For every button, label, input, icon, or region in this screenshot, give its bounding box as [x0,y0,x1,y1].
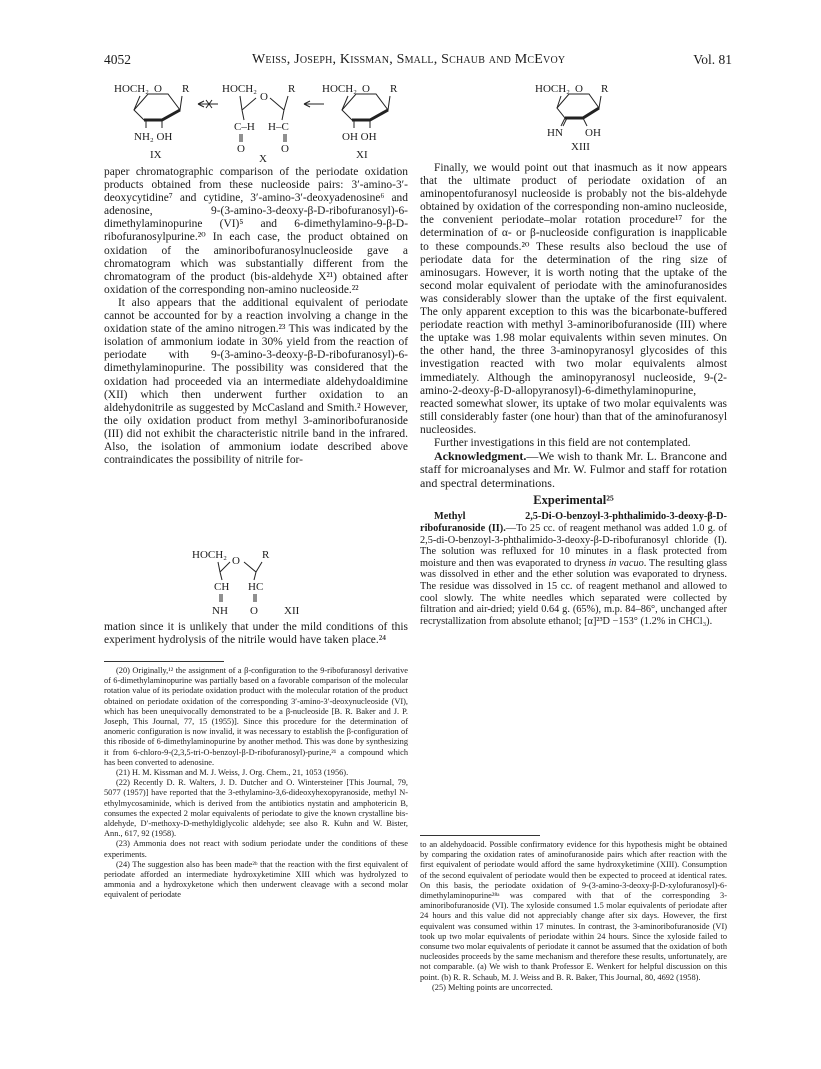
xiii-hoch2: HOCH₂ [535,83,571,95]
xii-hc: HC [248,581,264,593]
experimental-paragraph [420,511,727,627]
ix-label: IX [150,149,162,161]
running-authors: Weiss, Joseph, Kissman, Small, Schaub and McEvoy [252,52,566,67]
acknowledgment-heading: Acknowledgment. [434,449,527,464]
x-aldehyde-right: H–C [268,121,289,133]
structure-xii [188,546,338,618]
page-number: 4052 [104,52,131,67]
xi-label: XI [356,149,368,161]
experimental-compound-heading: Methyl 2,5-Di-O-benzoyl-3-phthalimido-3-deoxy-β-D-ribofuranoside (II). [420,511,727,534]
ix-substituents: NH₂ OH [134,131,173,143]
structure-x [222,83,296,165]
acknowledgment [420,450,727,490]
volume-number: Vol. 81 [693,52,732,67]
ix-hoch2: HOCH₂ [114,83,150,95]
footnotes-right [420,840,727,993]
experimental-text-2: . The resulting glass was dissolved in ether and the ether solution was evaporated to dryness. The residue was dissolved in 15 cc. of reagent methanol and allowed to cool slowly. The white needles which separated were collected by filtration and air-dried; yield 0.64 g. (65%), m.p. 84–86°, unchanged after recrystallization from absolute ethanol; [α]²³D −153° (1.2% in CHCl₃). [420,557,728,627]
xii-r: R [262,549,270,561]
xii-hoch2: HOCH₂ [192,549,228,561]
xii-o: O [250,605,258,617]
footnote-20: (20) Originally,¹² the assignment of a β-configuration to the 9-ribofuranosyl derivative of 6-dimethylaminopurine was partially based on a favorable comparison of the molecular rotation value of its periodate oxidation product with the molecular rotation of the product obtained on periodate oxidation of the corresponding 3′-amino-3′-deoxynucleoside (VI), which has been unequivocally demonstrated to be a β-nucleoside [B. R. Baker and J. P. Joseph, This Journal, 77, 15 (1955)]. Since this procedure for the determination of anomeric configuration is now invalid, it was necessary to establish the β-configuration of this riboside of 6-dimethylaminopurine by another method. This was done by synthesizing it from 6-chloro-9-(2,3,5-tri-O-benzoyl-β-D-ribofuranosyl)-purine,²¹ a compound which has been converted to adenosine. [104,666,408,767]
footnotes-left [104,666,408,901]
experimental-heading: Experimental²⁵ [533,493,614,508]
x-r: R [288,83,296,95]
xiii-ring-o: O [575,83,583,95]
footnote-23: (23) Ammonia does not react with sodium periodate under the conditions of these experiments. [104,839,408,859]
footnote-22: (22) Recently D. R. Walters, J. D. Dutcher and O. Wintersteiner [This Journal, 79, 5077 (1957)] have reported that the 3-ethylamino-3,6-dideoxyhexopyranoside, methyl N-ethylmycosaminide, which is derived from the antibiotics nystatin and amphotericin B, consumes the expected 2 molar equivalents of periodate to give the known crystalline bis-aldehyde, D′-methoxy-D-methyldiglycolic aldehyde; see also R. Kuhn and W. Bister, Ann., 617, 92 (1958). [104,778,408,839]
left-column-continuation [104,621,408,647]
xi-hoch2: HOCH₂ [322,83,358,95]
right-paragraph-1: Finally, we would point out that inasmuch as it now appears that the ultimate product of periodate oxidation of an aminopentofuranosyl nucleoside is probably not the bis-aldehyde obtained by oxidation of the corresponding non-amino nucleoside, the convenient periodate–molar rotation procedure¹⁷ for the determination of α- or β-nucleoside configuration is inapplicable to these compounds.²⁰ These results also becloud the use of periodate data for the determination of the ring size of aminosugars. However, it is worth noting that the uptake of the second molar equivalent of periodate with the aminofuranosides was considerably slower than the uptake of the first equivalent. The only apparent exception to this was the bicarbonate-buffered periodate reaction with methyl 3-aminoribofuranoside (III) where the uptake was 1.98 molar equivalents within seven minutes. On the other hand, the three 3-aminopyranosyl glycosides of this investigation reacted with two molar equivalents almost immediately. Although the aminopyranosyl nucleoside, 9-(2-amino-2-deoxy-β-D-allopyranosyl)-6-dimethylaminopurine, reacted somewhat slower, its uptake of two molar equivalents was still considerably faster (one hour) than that of the aminofuranosyl nucleosides. [420,162,727,436]
structure-xi [322,83,398,161]
footnote-21: (21) H. M. Kissman and M. J. Weiss, J. Org. Chem., 21, 1053 (1956). [116,768,349,778]
right-paragraph-2: Further investigations in this field are not contemplated. [434,436,691,449]
x-o-right: O [281,143,289,155]
x-ring-o: O [260,91,268,103]
xii-nh: NH [212,605,228,617]
footnote-24: (24) The suggestion also has been made²ᵇ that the reaction with the first equivalent of periodate afforded an intermediate hydroxyketimine XIII which was hydrolyzed to ammonia and a hydroxyketone which then underwent cleavage with a second molar equivalent of periodate [104,859,408,900]
acknowledgment-text: —We wish to thank Mr. L. Brancone and staff for microanalyses and Mr. W. Fulmor and staff for rotation and spectral determinations. [420,449,727,490]
footnote-rule-right [420,835,540,836]
footnote-25: (25) Melting points are uncorrected. [432,982,553,992]
xiii-hn: HN [547,127,563,139]
ix-ring-o: O [154,83,162,95]
experimental-text-italic: in vacuo [608,557,644,569]
xi-substituents: OH OH [342,131,377,143]
experimental-text-1: —To 25 cc. of reagent methanol was added 1.0 g. of 2,5-di-O-benzoyl-3-phthalimido-3-deoxy-β-D-ribofuranosyl chloride (I). The solution was refluxed for 10 minutes in a flask protected from moisture and then was evaporated to dryness [420,522,727,569]
xi-r: R [390,83,398,95]
xii-ch: CH [214,581,230,593]
xii-label: XII [284,605,300,617]
xi-ring-o: O [362,83,370,95]
footnote-rule-left [104,661,224,662]
xiii-label: XIII [571,141,590,152]
x-label: X [259,153,267,165]
left-paragraph-3: mation since it is unlikely that under the mild conditions of this experiment hydrolysis of the nitrile would have taken place.²⁴ [104,621,408,647]
structure-xiii [535,80,645,152]
footnote-24-continued: to an aldehydoacid. Possible confirmatory evidence for this hypothesis might be obtained by comparing the oxidation rates of aminofuranoside pairs which after reaction with the first equivalent of periodate would afford the same hydroxyketimine (XIII). Consumption of the second equivalent of periodate would then be expected to proceed at identical rates. On this basis, the periodate oxidation of 9-(3-amino-3-deoxy-β-D-xylofuranosyl)-6-dimethylaminopurine²⁸ᵃ was compared with that of the corresponding 3-aminoribofuranoside (VI). The xyloside consumed 1.5 molar equivalents of periodate after 24 hours and this value did not appreciably change after six days. However, the first equivalent was consumed within 17 minutes. In contrast, the 3-aminoribofuranoside (VI) took up two molar equivalents of periodate within 24 hours. Since the xyloside failed to consume two molar equivalents of periodate it cannot be assumed that the oxidation of both nucleosides proceeds by the same mechanism and therefore these results, unfortunately, are not comparable. (a) We wish to thank Professor E. Wenkert for helpful discussion on this point. (b) R. R. Schaub, M. J. Weiss and B. R. Baker, This Journal, 80, 4692 (1958). [420,840,727,982]
structure-ix-x-xi [110,78,410,166]
x-aldehyde-left: C–H [234,121,255,133]
right-column-text [420,162,727,627]
left-paragraph-1: paper chromatographic comparison of the periodate oxidation products obtained from these nucleoside pairs: 3′-amino-3′-deoxycytidine⁷ and cytidine, 3′-amino-3′-deoxyadenosine⁶ and adenosine, 9-(3-amino-3-deoxy-β-D-ribofuranosyl)-6-dimethylaminopurine (VI)⁵ and 6-dimethylamino-9-β-D-ribofuranosylpurine.²⁰ In each case, the product obtained on oxidation of the aminoribofuranosylnucleoside gave a chromatogram which was substantially different from the chromatogram of the product (bis-aldehyde X²¹) obtained after oxidation of the corresponding non-amino nucleoside.²² [104,166,408,296]
xiii-r: R [601,83,609,95]
ix-r: R [182,83,190,95]
x-hoch2: HOCH₂ [222,83,258,95]
structure-ix [114,83,190,161]
xii-ring-o: O [232,555,240,567]
left-paragraph-2: It also appears that the additional equivalent of periodate cannot be accounted for by a reaction involving a change in the oxidation state of the amino nitrogen.²³ This was indicated by the isolation of ammonium iodate in 30% yield from the reaction of periodate with 9-(3-amino-3-deoxy-β-D-ribofuranosyl)-6-dimethylaminopurine. The possibility was considered that the oxidation had proceeded via an intermediate aldehydoaldimine (XII) which then underwent further oxidation to an aldehydonitrile as suggested by McCasland and Smith.² However, the oily oxidation product from methyl 3-aminoribofuranoside (III) did not exhibit the characteristic nitrile band in the infrared. Also, the isolation of ammonium iodate described above contraindicates the possibility of nitrile for- [104,296,408,467]
x-o-left: O [237,143,245,155]
left-column-text [104,166,408,467]
xiii-oh: OH [585,127,601,139]
